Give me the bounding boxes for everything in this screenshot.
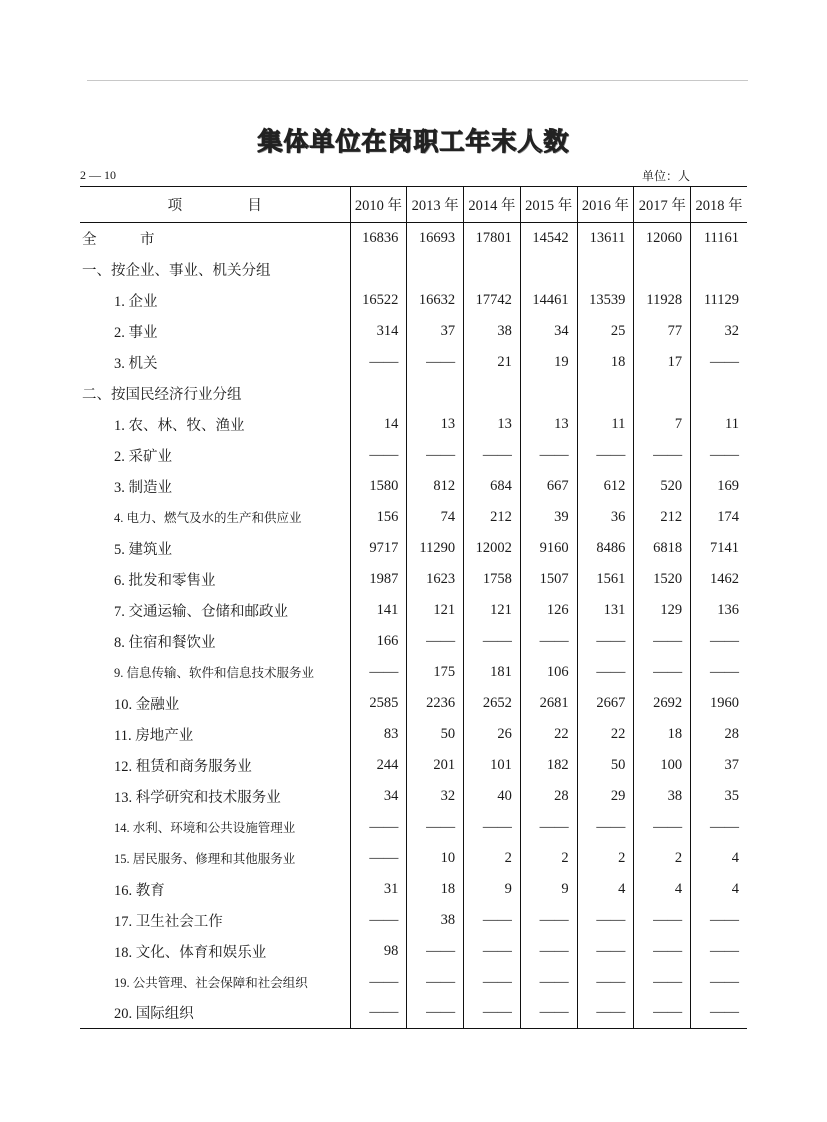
table-row	[80, 254, 747, 285]
cell-value: 2	[577, 843, 634, 874]
cell-value: ——	[691, 812, 747, 843]
cell-value: 169	[691, 471, 747, 502]
cell-value: ——	[577, 812, 634, 843]
row-label: 1. 农、林、牧、渔业	[114, 417, 245, 434]
cell-value: 13	[464, 409, 521, 440]
cell-value: ——	[691, 440, 747, 471]
cell-value: 4	[691, 874, 747, 905]
cell-value: ——	[691, 967, 747, 998]
cell-value: 1960	[691, 688, 747, 719]
cell-value	[577, 254, 634, 285]
cell-value: 10	[407, 843, 464, 874]
cell-value: ——	[634, 936, 691, 967]
cell-value: 121	[464, 595, 521, 626]
cell-value: 2681	[520, 688, 577, 719]
cell-value: 32	[691, 316, 747, 347]
cell-value: 121	[407, 595, 464, 626]
row-label: 6. 批发和零售业	[114, 572, 216, 589]
cell-value: 136	[691, 595, 747, 626]
cell-value	[634, 378, 691, 409]
row-label: 二、按国民经济行业分组	[82, 386, 242, 403]
cell-value: 98	[350, 936, 407, 967]
cell-value: 74	[407, 502, 464, 533]
cell-value: 14461	[520, 285, 577, 316]
cell-value: 32	[407, 781, 464, 812]
row-label: 2. 事业	[114, 324, 158, 341]
cell-value: 2692	[634, 688, 691, 719]
cell-value: 7141	[691, 533, 747, 564]
cell-value: 16522	[350, 285, 407, 316]
cell-value: 31	[350, 874, 407, 905]
row-label: 10. 金融业	[114, 696, 180, 713]
row-label: 全 市	[82, 231, 155, 248]
cell-value: 101	[464, 750, 521, 781]
cell-value: 7	[634, 409, 691, 440]
table-row	[80, 471, 747, 502]
cell-value	[407, 378, 464, 409]
cell-value: 4	[634, 874, 691, 905]
table-row	[80, 533, 747, 564]
cell-value: 36	[577, 502, 634, 533]
item-label-part: 目	[247, 198, 262, 214]
row-label: 13. 科学研究和技术服务业	[114, 789, 281, 806]
cell-value: 1462	[691, 564, 747, 595]
cell-value: 28	[520, 781, 577, 812]
cell-value: 39	[520, 502, 577, 533]
cell-value: 667	[520, 471, 577, 502]
cell-value: 28	[691, 719, 747, 750]
cell-value: 13611	[577, 223, 634, 254]
cell-value: 29	[577, 781, 634, 812]
cell-value: ——	[464, 936, 521, 967]
cell-value: 50	[407, 719, 464, 750]
column-header-year: 2017 年	[634, 187, 691, 223]
cell-value: 100	[634, 750, 691, 781]
cell-value: 18	[407, 874, 464, 905]
unit-label: 单位：人	[642, 169, 691, 183]
cell-value: ——	[634, 967, 691, 998]
cell-value: 11	[691, 409, 747, 440]
cell-value: 21	[464, 347, 521, 378]
table-row	[80, 657, 747, 688]
cell-value: 106	[520, 657, 577, 688]
cell-value: 4	[691, 843, 747, 874]
item-label-part: 项	[167, 198, 183, 214]
cell-value: ——	[520, 440, 577, 471]
table-row	[80, 502, 747, 533]
cell-value: ——	[634, 998, 691, 1029]
cell-value: ——	[691, 657, 747, 688]
cell-value: 12002	[464, 533, 521, 564]
cell-value: ——	[577, 626, 634, 657]
cell-value: ——	[407, 967, 464, 998]
table-row	[80, 781, 747, 812]
row-label: 2. 采矿业	[114, 448, 172, 465]
row-label: 17. 卫生社会工作	[114, 913, 223, 930]
cell-value: 181	[464, 657, 521, 688]
row-label: 一、按企业、事业、机关分组	[82, 262, 271, 279]
cell-value: ——	[407, 812, 464, 843]
cell-value: 182	[520, 750, 577, 781]
cell-value: 141	[350, 595, 407, 626]
cell-value: ——	[350, 967, 407, 998]
cell-value: 12060	[634, 223, 691, 254]
cell-value: ——	[634, 657, 691, 688]
cell-value: ——	[577, 657, 634, 688]
table-row	[80, 874, 747, 905]
header-rule	[87, 80, 748, 81]
cell-value: 35	[691, 781, 747, 812]
cell-value: 14	[350, 409, 407, 440]
cell-value: 174	[691, 502, 747, 533]
cell-value: 6818	[634, 533, 691, 564]
row-label: 3. 制造业	[114, 479, 172, 496]
row-label: 11. 房地产业	[114, 727, 194, 744]
cell-value: ——	[691, 347, 747, 378]
cell-value: ——	[577, 440, 634, 471]
table-row	[80, 378, 747, 409]
cell-value: 9	[520, 874, 577, 905]
cell-value: 16693	[407, 223, 464, 254]
row-label: 1. 企业	[114, 293, 158, 310]
cell-value: ——	[634, 905, 691, 936]
cell-value: 201	[407, 750, 464, 781]
row-label: 16. 教育	[114, 882, 165, 899]
cell-value: 13539	[577, 285, 634, 316]
table-row	[80, 626, 747, 657]
cell-value: 812	[407, 471, 464, 502]
column-header-year: 2016 年	[577, 187, 634, 223]
cell-value: ——	[464, 812, 521, 843]
cell-value: ——	[350, 905, 407, 936]
cell-value: 1507	[520, 564, 577, 595]
cell-value: ——	[407, 936, 464, 967]
cell-value: 38	[464, 316, 521, 347]
cell-value: 19	[520, 347, 577, 378]
cell-value: 38	[634, 781, 691, 812]
cell-value: ——	[577, 998, 634, 1029]
cell-value: ——	[350, 843, 407, 874]
table-row	[80, 223, 747, 254]
cell-value	[464, 254, 521, 285]
row-label: 20. 国际组织	[80, 998, 350, 1029]
cell-value: 314	[350, 316, 407, 347]
cell-value: 2	[520, 843, 577, 874]
cell-value: 83	[350, 719, 407, 750]
table-row	[80, 750, 747, 781]
cell-value: 2652	[464, 688, 521, 719]
cell-value: 126	[520, 595, 577, 626]
cell-value: 129	[634, 595, 691, 626]
table-row	[80, 595, 747, 626]
cell-value: 34	[350, 781, 407, 812]
cell-value: 11290	[407, 533, 464, 564]
column-header-year: 2018 年	[691, 187, 747, 223]
row-label: 7. 交通运输、仓储和邮政业	[114, 603, 288, 620]
cell-value: ——	[577, 936, 634, 967]
row-label: 12. 租赁和商务服务业	[114, 758, 252, 775]
cell-value: 8486	[577, 533, 634, 564]
cell-value: 2236	[407, 688, 464, 719]
cell-value: 1623	[407, 564, 464, 595]
cell-value: 166	[350, 626, 407, 657]
table-row	[80, 843, 747, 874]
table-row	[80, 409, 747, 440]
cell-value: 37	[691, 750, 747, 781]
cell-value: 684	[464, 471, 521, 502]
cell-value: 2	[634, 843, 691, 874]
cell-value: 9	[464, 874, 521, 905]
column-header-year: 2010 年	[350, 187, 407, 223]
table-row	[80, 440, 747, 471]
cell-value: 9160	[520, 533, 577, 564]
cell-value: ——	[464, 998, 521, 1029]
cell-value: 11129	[691, 285, 747, 316]
row-label: 9. 信息传输、软件和信息技术服务业	[114, 666, 315, 680]
cell-value: ——	[520, 998, 577, 1029]
cell-value: ——	[407, 440, 464, 471]
cell-value: 37	[407, 316, 464, 347]
cell-value: 18	[634, 719, 691, 750]
cell-value: 9717	[350, 533, 407, 564]
cell-value: 25	[577, 316, 634, 347]
cell-value: 13	[407, 409, 464, 440]
cell-value: 18	[577, 347, 634, 378]
cell-value: 40	[464, 781, 521, 812]
cell-value	[691, 378, 747, 409]
cell-value: ——	[520, 936, 577, 967]
cell-value	[350, 254, 407, 285]
cell-value: ——	[350, 440, 407, 471]
column-header-year: 2013 年	[407, 187, 464, 223]
cell-value: 212	[464, 502, 521, 533]
cell-value: ——	[577, 905, 634, 936]
cell-value: 13	[520, 409, 577, 440]
column-header-year: 2014 年	[464, 187, 521, 223]
cell-value	[520, 254, 577, 285]
cell-value: 26	[464, 719, 521, 750]
column-header-year: 2015 年	[520, 187, 577, 223]
cell-value: 2	[464, 843, 521, 874]
column-header-item	[80, 187, 350, 223]
cell-value: ——	[691, 936, 747, 967]
cell-value: 17	[634, 347, 691, 378]
cell-value: 11161	[691, 223, 747, 254]
cell-value: 16632	[407, 285, 464, 316]
cell-value: 22	[520, 719, 577, 750]
cell-value: ——	[407, 998, 464, 1029]
cell-value: ——	[350, 347, 407, 378]
cell-value: 612	[577, 471, 634, 502]
cell-value: ——	[350, 657, 407, 688]
cell-value: 17742	[464, 285, 521, 316]
cell-value: 11928	[634, 285, 691, 316]
cell-value: ——	[407, 626, 464, 657]
cell-value: ——	[691, 998, 747, 1029]
cell-value: ——	[520, 626, 577, 657]
cell-value: 34	[520, 316, 577, 347]
cell-value: 212	[634, 502, 691, 533]
cell-value: 17801	[464, 223, 521, 254]
table-row	[80, 967, 747, 998]
table-row	[80, 812, 747, 843]
cell-value: 2667	[577, 688, 634, 719]
cell-value: 50	[577, 750, 634, 781]
row-label: 3. 机关	[114, 355, 158, 372]
table-row	[80, 285, 747, 316]
row-label: 19. 公共管理、社会保障和社会组织	[114, 976, 308, 990]
row-label: 4. 电力、燃气及水的生产和供应业	[114, 511, 302, 525]
cell-value: 22	[577, 719, 634, 750]
table-row	[80, 719, 747, 750]
cell-value: ——	[520, 905, 577, 936]
cell-value: ——	[520, 812, 577, 843]
page-title: 集体单位在岗职工年末人数	[257, 127, 570, 156]
cell-value	[634, 254, 691, 285]
table-row	[80, 347, 747, 378]
cell-value: ——	[350, 812, 407, 843]
cell-value: 16836	[350, 223, 407, 254]
cell-value: 156	[350, 502, 407, 533]
table-row	[80, 316, 747, 347]
cell-value: 244	[350, 750, 407, 781]
cell-value: 38	[407, 905, 464, 936]
cell-value	[520, 378, 577, 409]
cell-value: ——	[464, 440, 521, 471]
data-table	[80, 186, 747, 1029]
table-row	[80, 998, 747, 1029]
cell-value	[464, 378, 521, 409]
cell-value: ——	[634, 626, 691, 657]
cell-value: 520	[634, 471, 691, 502]
cell-value: ——	[464, 626, 521, 657]
cell-value: ——	[350, 998, 407, 1029]
cell-value: 1520	[634, 564, 691, 595]
row-label: 14. 水利、环境和公共设施管理业	[114, 821, 296, 835]
cell-value	[577, 378, 634, 409]
cell-value: ——	[464, 905, 521, 936]
row-label: 8. 住宿和餐饮业	[114, 634, 216, 651]
table-row	[80, 905, 747, 936]
table-row	[80, 564, 747, 595]
cell-value: ——	[520, 967, 577, 998]
table-code: 2 — 10	[80, 168, 116, 182]
cell-value: ——	[691, 626, 747, 657]
cell-value: 1561	[577, 564, 634, 595]
cell-value: ——	[407, 347, 464, 378]
cell-value: 4	[577, 874, 634, 905]
cell-value: ——	[577, 967, 634, 998]
cell-value: 1580	[350, 471, 407, 502]
cell-value	[350, 378, 407, 409]
row-label: 18. 文化、体育和娱乐业	[114, 944, 267, 961]
cell-value: 131	[577, 595, 634, 626]
cell-value: ——	[691, 905, 747, 936]
cell-value: 2585	[350, 688, 407, 719]
cell-value: ——	[634, 440, 691, 471]
cell-value: 1987	[350, 564, 407, 595]
table-row	[80, 688, 747, 719]
cell-value: 11	[577, 409, 634, 440]
cell-value	[407, 254, 464, 285]
table-row	[80, 936, 747, 967]
cell-value: 175	[407, 657, 464, 688]
cell-value: ——	[464, 967, 521, 998]
cell-value	[691, 254, 747, 285]
cell-value: ——	[634, 812, 691, 843]
row-label: 15. 居民服务、修理和其他服务业	[114, 852, 296, 866]
cell-value: 1758	[464, 564, 521, 595]
cell-value: 14542	[520, 223, 577, 254]
cell-value: 77	[634, 316, 691, 347]
row-label: 5. 建筑业	[114, 541, 172, 558]
table-header-row	[80, 187, 747, 223]
